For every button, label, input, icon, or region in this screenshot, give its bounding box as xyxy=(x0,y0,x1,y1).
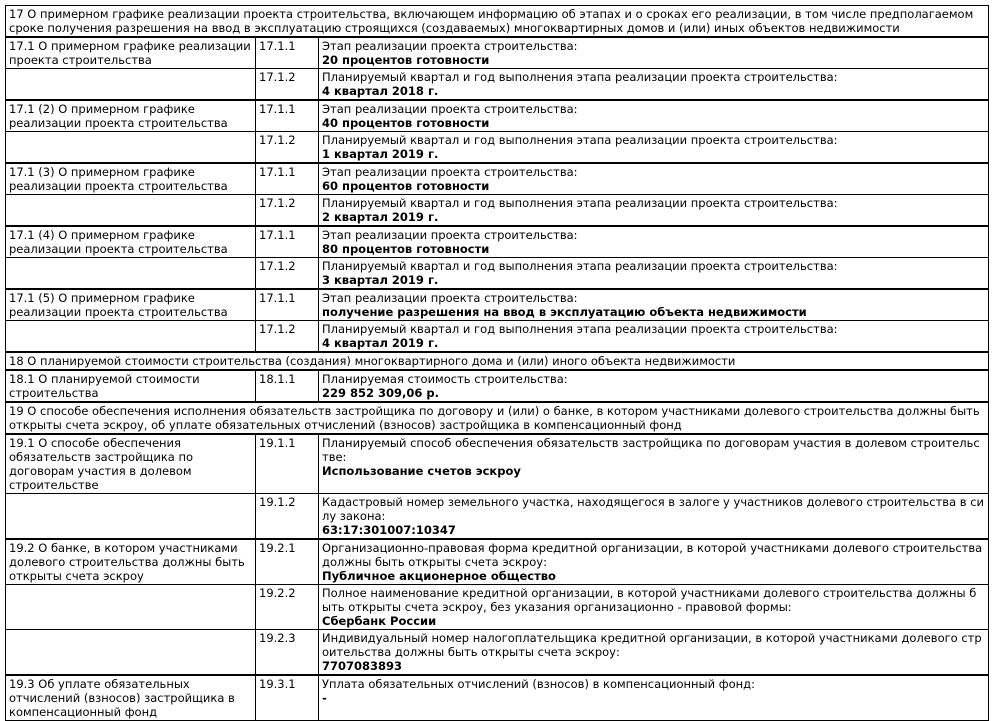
group-label-cell: 17.1 (5) О примерном графике реализации проекта строительства xyxy=(6,290,256,321)
group-label-cell xyxy=(6,494,256,539)
field-label: Полное наименование кредитной организации, в которой участниками долевого строительства должны быть открыты счета эскроу, без указания организационно - правовой формы: xyxy=(322,586,977,614)
group-table xyxy=(5,163,989,226)
group-label-cell: 18.1 О планируемой стоимости строительства xyxy=(6,371,256,402)
table-row xyxy=(6,38,989,69)
group-label-cell: 19.2 О банке, в котором участниками долевого строительства должны быть открыты счета эскроу xyxy=(6,540,256,585)
group-label-cell: 17.1 (4) О примерном графике реализации проекта строительства xyxy=(6,227,256,258)
group-label-cell xyxy=(6,585,256,630)
table-row xyxy=(6,630,989,675)
table-row xyxy=(6,585,989,630)
field-label: Планируемая стоимость строительства: xyxy=(322,372,568,386)
group-label-cell: 17.1 (2) О примерном графике реализации проекта строительства xyxy=(6,101,256,132)
field-value: 60 процентов готовности xyxy=(322,179,490,193)
row-number-cell: 17.1.1 xyxy=(256,101,319,132)
field-cell xyxy=(319,132,989,163)
field-value: 229 852 309,06 р. xyxy=(322,386,439,400)
field-label: Этап реализации проекта строительства: xyxy=(322,291,578,305)
field-value: Публичное акционерное общество xyxy=(322,569,556,583)
field-label: Этап реализации проекта строительства: xyxy=(322,39,578,53)
field-value: Сбербанк России xyxy=(322,614,437,628)
field-cell xyxy=(319,164,989,195)
group-label-cell xyxy=(6,258,256,289)
group-label-cell: 19.3 Об уплате обязательных отчислений (взносов) застройщика в компенсационный фонд xyxy=(6,676,256,721)
field-value: 1 квартал 2019 г. xyxy=(322,147,439,161)
row-number-cell: 17.1.2 xyxy=(256,132,319,163)
group-label-cell: 19.1 О способе обеспечения обязательств застройщика по договорам участия в долевом строительстве xyxy=(6,435,256,494)
field-label: Этап реализации проекта строительства: xyxy=(322,102,578,116)
field-value: - xyxy=(322,691,327,705)
field-cell xyxy=(319,258,989,289)
group-table xyxy=(5,434,989,539)
group-table xyxy=(5,37,989,100)
row-number-cell: 17.1.1 xyxy=(256,164,319,195)
table-row xyxy=(6,164,989,195)
group-label-cell: 17.1 (3) О примерном графике реализации проекта строительства xyxy=(6,164,256,195)
field-cell xyxy=(319,195,989,226)
field-value: 3 квартал 2019 г. xyxy=(322,273,439,287)
group-label-cell xyxy=(6,630,256,675)
group-label-cell xyxy=(6,132,256,163)
row-number-cell: 19.2.1 xyxy=(256,540,319,585)
table-row xyxy=(6,371,989,402)
field-cell xyxy=(319,540,989,585)
row-number-cell: 17.1.1 xyxy=(256,290,319,321)
field-value: 20 процентов готовности xyxy=(322,53,490,67)
table-row xyxy=(6,69,989,100)
table-row xyxy=(6,540,989,585)
field-cell xyxy=(319,630,989,675)
row-number-cell: 18.1.1 xyxy=(256,371,319,402)
section-header: 17 О примерном графике реализации проекта строительства, включающем информацию об этапах и о сроках его реализации, в том числе предполагаемом сроке получения разрешения на ввод в эксплуатацию строящихся (создаваемых) многоквартирных домов и (или) иных объектов недвижимости xyxy=(5,5,989,37)
field-cell xyxy=(319,494,989,539)
field-label: Планируемый способ обеспечения обязательств застройщика по договорам участия в долевом строительстве: xyxy=(322,436,980,464)
field-label: Планируемый квартал и год выполнения этапа реализации проекта строительства: xyxy=(322,322,838,336)
field-cell xyxy=(319,321,989,352)
table-row xyxy=(6,227,989,258)
field-cell xyxy=(319,227,989,258)
field-cell xyxy=(319,290,989,321)
table-row xyxy=(6,435,989,494)
row-number-cell: 17.1.1 xyxy=(256,38,319,69)
row-number-cell: 17.1.1 xyxy=(256,227,319,258)
row-number-cell: 19.1.1 xyxy=(256,435,319,494)
group-label-cell xyxy=(6,195,256,226)
section-header: 18 О планируемой стоимости строительства (создания) многоквартирного дома и (или) иного объекта недвижимости xyxy=(5,352,989,370)
table-row xyxy=(6,290,989,321)
declaration-table xyxy=(5,5,989,721)
field-value: 2 квартал 2019 г. xyxy=(322,210,439,224)
group-table xyxy=(5,370,989,402)
field-value: Использование счетов эскроу xyxy=(322,464,521,478)
field-cell xyxy=(319,585,989,630)
table-row xyxy=(6,132,989,163)
field-label: Этап реализации проекта строительства: xyxy=(322,165,578,179)
field-label: Планируемый квартал и год выполнения этапа реализации проекта строительства: xyxy=(322,70,838,84)
group-label-cell xyxy=(6,321,256,352)
section-header: 19 О способе обеспечения исполнения обязательств застройщика по договору и (или) о банке, в котором участниками долевого строительства должны быть открыты счета эскроу, об уплате обязательных отчислений (взносов) застройщика в компенсационный фонд xyxy=(5,402,989,434)
row-number-cell: 17.1.2 xyxy=(256,321,319,352)
table-row xyxy=(6,195,989,226)
group-label-cell xyxy=(6,69,256,100)
row-number-cell: 17.1.2 xyxy=(256,258,319,289)
field-value: 63:17:301007:10347 xyxy=(322,523,456,537)
table-row xyxy=(6,494,989,539)
field-value: 7707083893 xyxy=(322,659,403,673)
field-label: Этап реализации проекта строительства: xyxy=(322,228,578,242)
field-label: Организационно-правовая форма кредитной организации, в которой участниками долевого строительства должны быть открыты счета эскроу: xyxy=(322,541,983,569)
group-table xyxy=(5,675,989,721)
row-number-cell: 17.1.2 xyxy=(256,195,319,226)
table-row xyxy=(6,676,989,721)
row-number-cell: 17.1.2 xyxy=(256,69,319,100)
table-row xyxy=(6,258,989,289)
group-label-cell: 17.1 О примерном графике реализации проекта строительства xyxy=(6,38,256,69)
field-label: Уплата обязательных отчислений (взносов) в компенсационный фонд: xyxy=(322,677,755,691)
field-value: 80 процентов готовности xyxy=(322,242,490,256)
row-number-cell: 19.1.2 xyxy=(256,494,319,539)
field-value: получение разрешения на ввод в эксплуатацию объекта недвижимости xyxy=(322,305,807,319)
field-label: Индивидуальный номер налогоплательщика кредитной организации, в которой участниками долевого строительства должны быть открыты счета эскроу: xyxy=(322,631,982,659)
field-label: Планируемый квартал и год выполнения этапа реализации проекта строительства: xyxy=(322,196,838,210)
field-value: 40 процентов готовности xyxy=(322,116,490,130)
field-cell xyxy=(319,101,989,132)
field-label: Кадастровый номер земельного участка, находящегося в залоге у участников долевого строительства в силу закона: xyxy=(322,495,985,523)
field-label: Планируемый квартал и год выполнения этапа реализации проекта строительства: xyxy=(322,133,838,147)
field-value: 4 квартал 2018 г. xyxy=(322,84,439,98)
table-row xyxy=(6,321,989,352)
row-number-cell: 19.2.3 xyxy=(256,630,319,675)
row-number-cell: 19.2.2 xyxy=(256,585,319,630)
field-label: Планируемый квартал и год выполнения этапа реализации проекта строительства: xyxy=(322,259,838,273)
field-cell xyxy=(319,371,989,402)
group-table xyxy=(5,226,989,289)
row-number-cell: 19.3.1 xyxy=(256,676,319,721)
group-table xyxy=(5,539,989,675)
field-cell xyxy=(319,38,989,69)
field-cell xyxy=(319,435,989,494)
group-table xyxy=(5,289,989,352)
field-value: 4 квартал 2019 г. xyxy=(322,336,439,350)
field-cell xyxy=(319,69,989,100)
table-row xyxy=(6,101,989,132)
field-cell xyxy=(319,676,989,721)
group-table xyxy=(5,100,989,163)
